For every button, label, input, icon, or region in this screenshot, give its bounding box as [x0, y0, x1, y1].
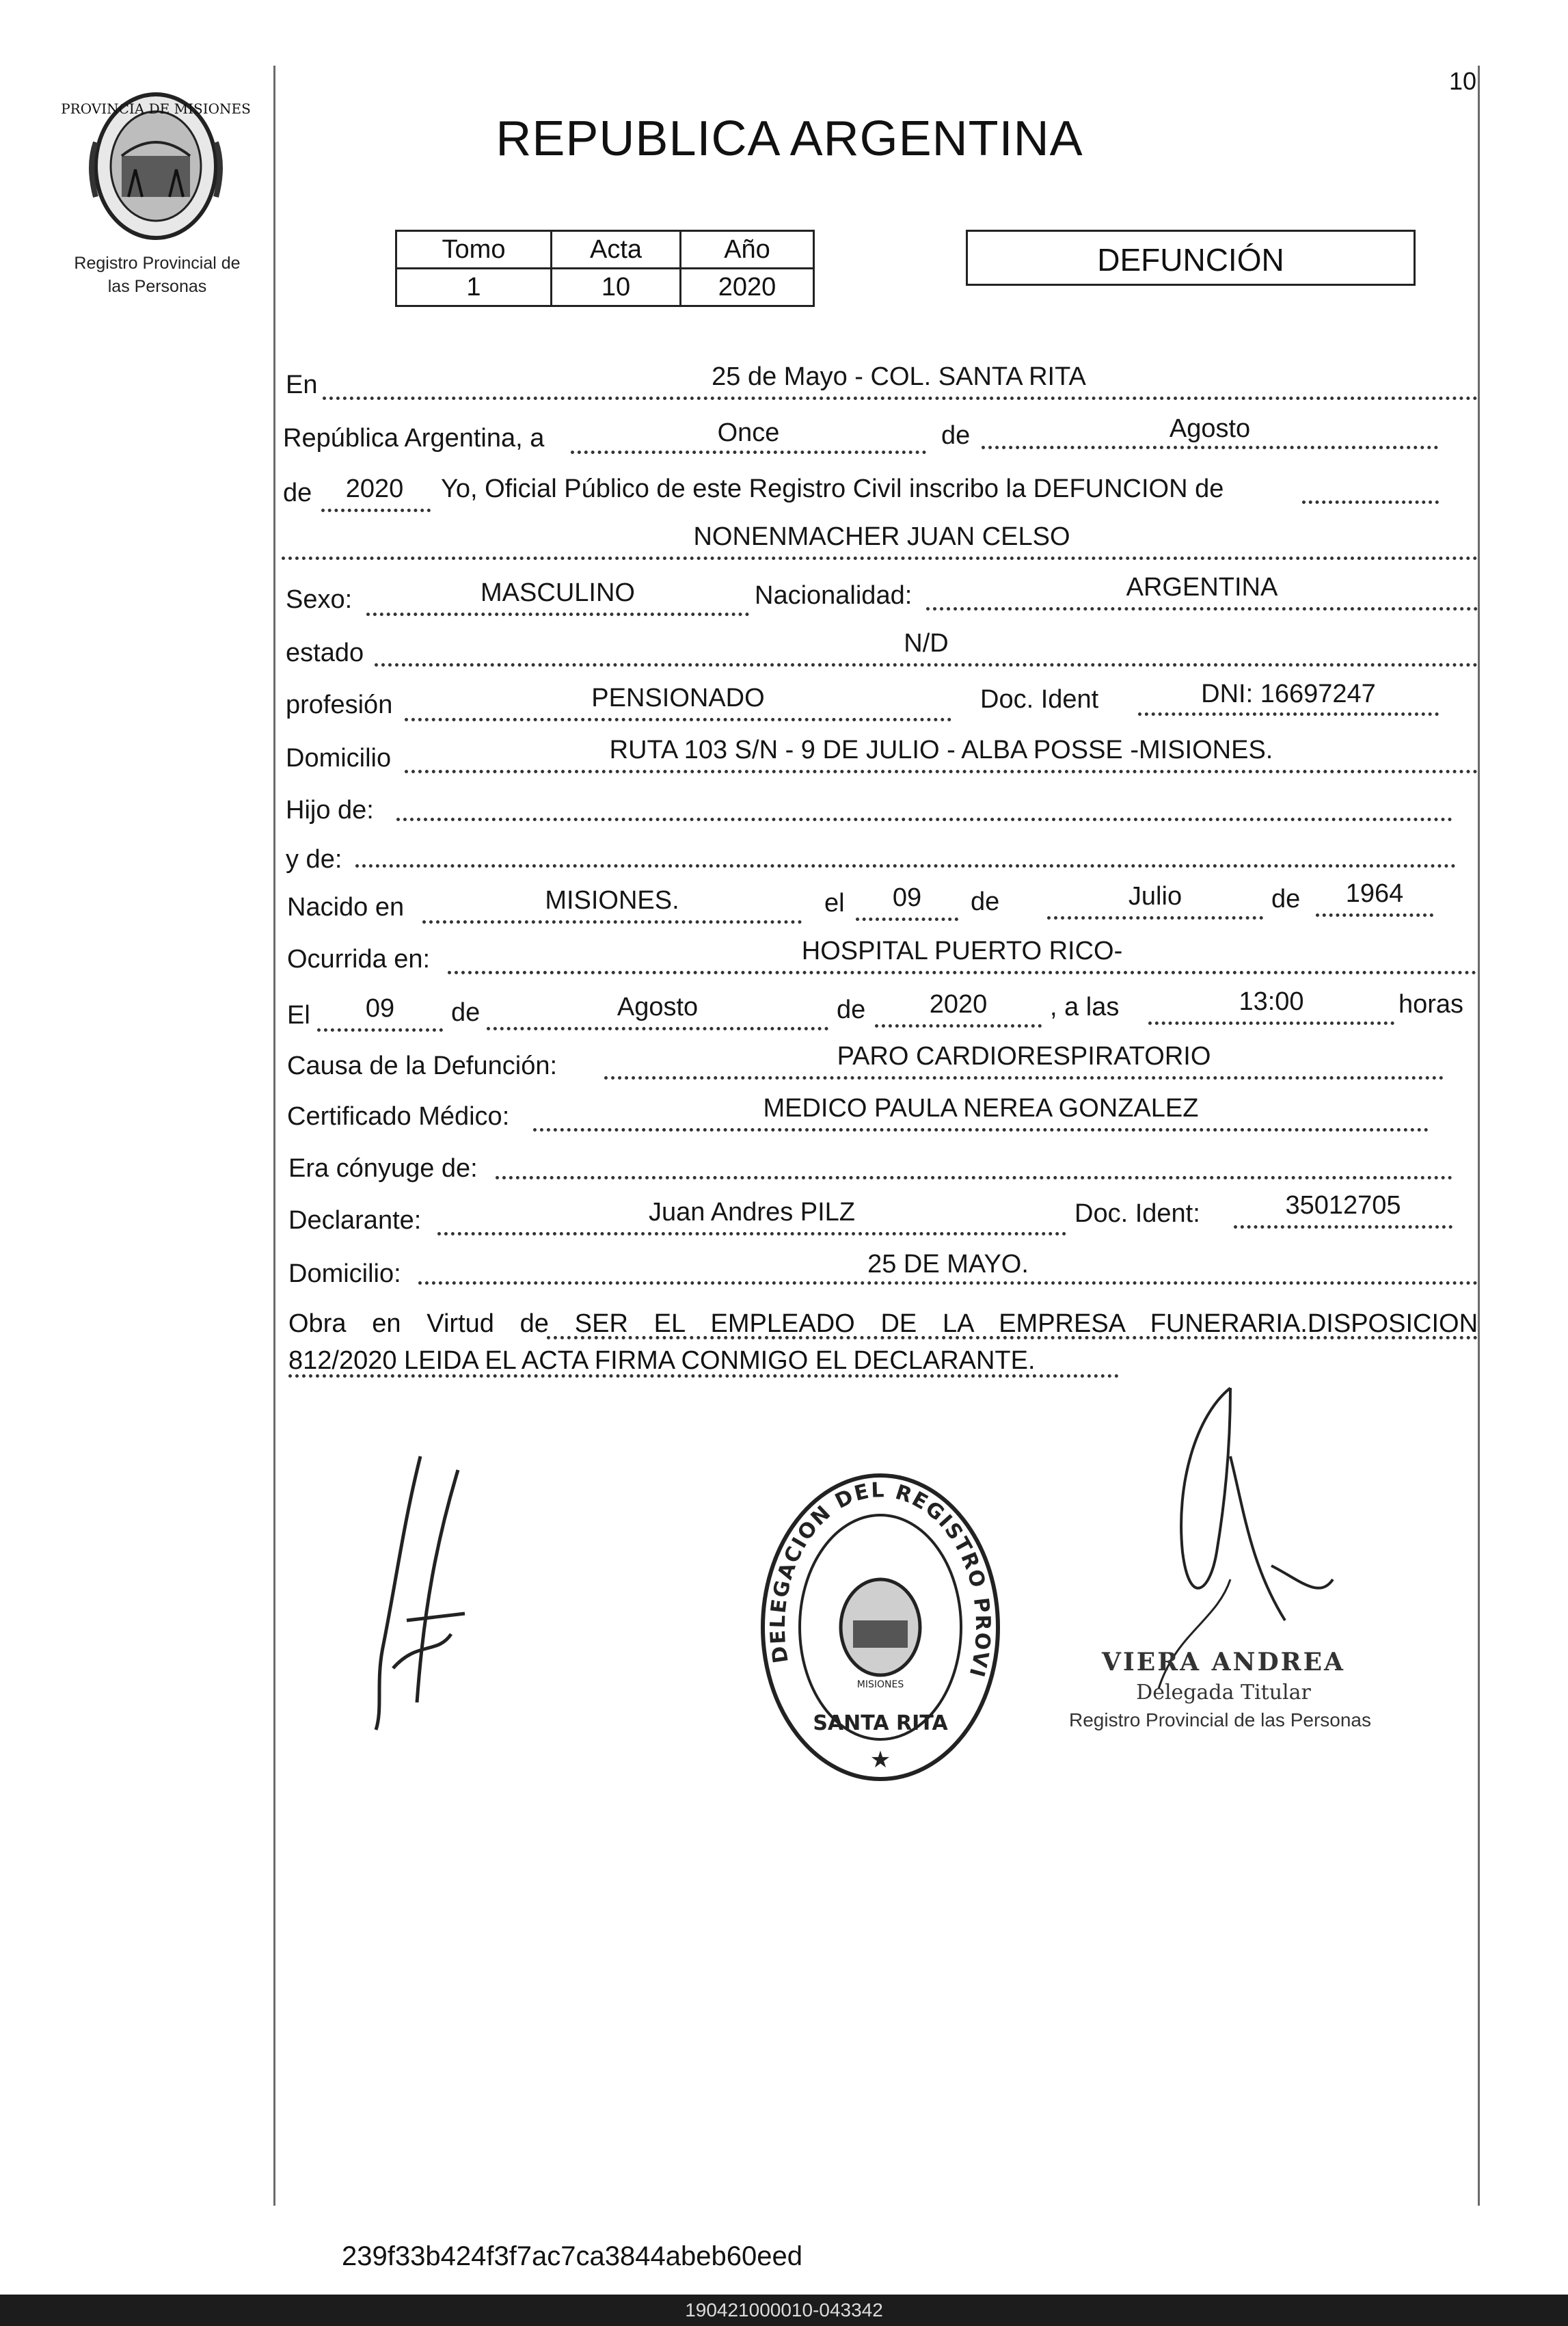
dotted-line [396, 818, 1452, 821]
label-obra: Obra en Virtud de [288, 1309, 549, 1338]
label-causa: Causa de la Defunción: [287, 1052, 558, 1080]
dotted-line [422, 920, 802, 924]
value-year: 2020 [345, 474, 404, 503]
registry-header-acta: Acta [552, 231, 681, 269]
dotted-line [1138, 712, 1439, 716]
label-doc-ident2: Doc. Ident: [1074, 1199, 1200, 1228]
label-domicilio2: Domicilio: [288, 1259, 401, 1288]
label-nacionalidad: Nacionalidad: [755, 581, 913, 610]
value-doc-id: DNI: 16697247 [1201, 680, 1376, 708]
dotted-line [405, 770, 1478, 773]
left-margin-line [273, 66, 275, 2206]
label-en: En [286, 371, 318, 399]
label-el2: El [287, 1001, 310, 1030]
dotted-line [437, 1232, 1066, 1235]
dotted-line [288, 1374, 1119, 1378]
value-birth-place: MISIONES. [545, 886, 679, 915]
signature-right [1069, 1374, 1371, 1757]
value-cause: PARO CARDIORESPIRATORIO [837, 1042, 1211, 1071]
label-profesion: profesión [286, 691, 393, 719]
label-declarante: Declarante: [288, 1206, 422, 1235]
value-month: Agosto [1169, 414, 1251, 443]
dotted-line [418, 1281, 1478, 1285]
logo-caption [48, 252, 267, 298]
dotted-line [1302, 500, 1439, 504]
registry-header-row [396, 231, 814, 269]
label-republica: República Argentina, a [283, 424, 545, 453]
dotted-line [317, 1028, 443, 1032]
label-certificado: Certificado Médico: [287, 1102, 510, 1131]
registry-header-anio: Año [681, 231, 814, 269]
registry-table [395, 230, 815, 307]
dotted-line [982, 446, 1438, 449]
value-address: RUTA 103 S/N - 9 DE JULIO - ALBA POSSE -MISIONES. [609, 736, 1273, 764]
label-de-line: de [283, 479, 312, 507]
value-profession: PENSIONADO [591, 684, 765, 712]
svg-text:PROVINCIA DE MISIONES: PROVINCIA DE MISIONES [61, 101, 251, 117]
dotted-line [1234, 1225, 1452, 1229]
label-domicilio: Domicilio [286, 744, 392, 773]
label-horas: horas [1398, 990, 1464, 1019]
dotted-line [366, 613, 749, 616]
page-number: 10 [1448, 67, 1476, 95]
label-doc-ident: Doc. Ident [980, 685, 1099, 714]
label-hijo-de: Hijo de: [286, 796, 374, 825]
registry-value-acta: 10 [552, 269, 681, 306]
label-a-las: , a las [1050, 993, 1120, 1021]
value-death-month: Agosto [617, 993, 699, 1021]
signatory-name: VIERA ANDREA [1102, 1648, 1345, 1676]
dotted-line [547, 1336, 1478, 1339]
dotted-line [405, 718, 951, 721]
dotted-line [926, 607, 1478, 611]
label-estado: estado [286, 639, 364, 667]
label-inscribo: Yo, Oficial Público de este Registro Civil inscribo la DEFUNCION de [441, 474, 1224, 503]
dotted-line [496, 1176, 1452, 1179]
dotted-line [321, 509, 431, 512]
value-death-year: 2020 [929, 990, 988, 1019]
record-type-box: DEFUNCIÓN [966, 230, 1416, 286]
barcode-footer: 190421000010-043342 [0, 2295, 1568, 2326]
registry-value-tomo: 1 [396, 269, 552, 306]
value-death-place: HOSPITAL PUERTO RICO- [801, 937, 1123, 965]
signatory-office: Registro Provincial de las Personas [1069, 1709, 1371, 1730]
value-place: 25 de Mayo - COL. SANTA RITA [712, 362, 1086, 391]
value-declarant: Juan Andres PILZ [648, 1198, 856, 1227]
dotted-line [856, 918, 958, 921]
label-y-de: y de: [286, 845, 342, 874]
value-deceased-name: NONENMACHER JUAN CELSO [693, 522, 1070, 551]
svg-text:SANTA RITA: SANTA RITA [813, 1711, 948, 1735]
value-declarant-doc: 35012705 [1285, 1191, 1401, 1220]
registry-value-anio: 2020 [681, 269, 814, 306]
value-basis-line2: 812/2020 LEIDA EL ACTA FIRMA CONMIGO EL DECLARANTE. [288, 1346, 1036, 1375]
page-title: REPUBLICA ARGENTINA [496, 111, 1083, 166]
label-nacido-en: Nacido en [287, 893, 405, 922]
dotted-line [1047, 916, 1263, 920]
dotted-line [875, 1024, 1042, 1028]
value-birth-year: 1964 [1345, 879, 1404, 908]
dotted-line [323, 397, 1478, 400]
value-declarant-address: 25 DE MAYO. [867, 1250, 1029, 1279]
document-hash: 239f33b424f3f7ac7ca3844abeb60eed [342, 2241, 802, 2271]
value-death-day: 09 [365, 994, 395, 1023]
label-de-year: de [1271, 885, 1301, 913]
dotted-line [448, 971, 1476, 974]
label-de-death-year: de [837, 995, 866, 1024]
label-sexo: Sexo: [286, 585, 353, 614]
dotted-line [375, 663, 1478, 667]
signature-left [355, 1443, 492, 1743]
label-ocurrida-en: Ocurrida en: [287, 945, 431, 974]
logo-caption-line1: Registro Provincial de [74, 254, 241, 273]
dotted-line [1148, 1021, 1394, 1025]
value-basis-line1: SER EL EMPLEADO DE LA EMPRESA FUNERARIA.DISPOSICION [574, 1309, 1478, 1338]
value-birth-month: Julio [1128, 882, 1182, 911]
dotted-line [282, 557, 1478, 560]
value-marital-status: N/D [904, 629, 949, 658]
value-birth-day: 09 [892, 883, 922, 912]
right-margin-line [1478, 66, 1480, 2206]
value-death-time: 13:00 [1239, 987, 1304, 1016]
svg-text:DELEGACION DEL REGISTRO PROVIN: DELEGACION DEL REGISTRO PROVI [766, 1478, 995, 1681]
province-logo [61, 81, 251, 252]
label-de-month: de [971, 887, 1000, 916]
label-conyuge: Era cónyuge de: [288, 1154, 478, 1183]
svg-text:★: ★ [869, 1747, 891, 1773]
dotted-line [1316, 913, 1433, 917]
registry-header-tomo: Tomo [396, 231, 552, 269]
registry-value-row [396, 269, 814, 306]
dotted-line [355, 864, 1456, 868]
value-day-word: Once [717, 418, 780, 447]
label-de-death-month: de [451, 998, 481, 1027]
value-medical-certificate: MEDICO PAULA NEREA GONZALEZ [763, 1094, 1199, 1123]
dotted-line [604, 1076, 1444, 1080]
signatory-role: Delegada Titular [1136, 1681, 1311, 1705]
label-de: de [941, 421, 971, 450]
dotted-line [571, 451, 926, 454]
svg-text:MISIONES: MISIONES [856, 1679, 904, 1690]
value-nationality: ARGENTINA [1126, 573, 1278, 602]
value-sex: MASCULINO [481, 578, 635, 607]
dotted-line [487, 1027, 828, 1030]
official-stamp [757, 1470, 1003, 1784]
dotted-line [533, 1128, 1429, 1132]
logo-caption-line2: las Personas [107, 277, 207, 296]
label-el: el [824, 889, 845, 918]
